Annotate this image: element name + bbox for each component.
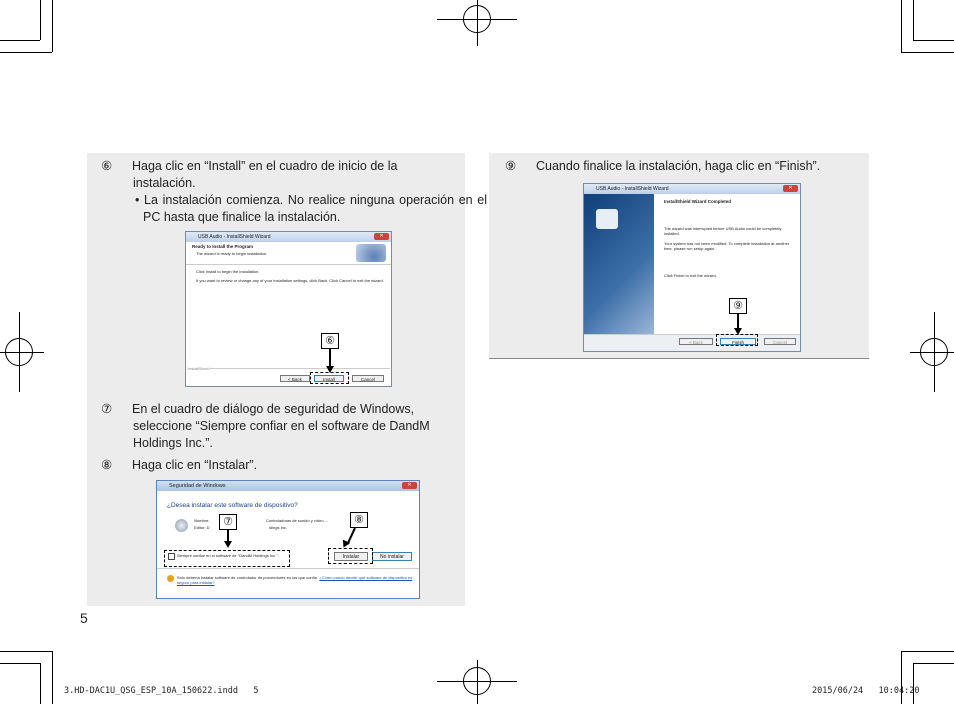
registration-line	[437, 19, 517, 20]
callout-7: ⑦	[219, 514, 237, 530]
finish-dialog-titlebar: USB Audio - InstallShield Wizard ✕	[584, 184, 800, 194]
install-dialog-titlebar: USB Audio - InstallShield Wizard ✕	[186, 232, 391, 242]
close-icon[interactable]: ✕	[783, 185, 798, 192]
install-dialog-line1: Click Install to begin the installation.	[196, 269, 260, 274]
security-dialog-titlebar: Seguridad de Windows ✕	[157, 481, 419, 491]
install-button[interactable]: Instalar	[334, 552, 368, 561]
crop-mark	[0, 52, 52, 53]
panel-divider	[489, 358, 869, 359]
crop-mark	[901, 651, 902, 704]
arrow-9	[737, 314, 739, 329]
crop-mark	[0, 651, 52, 652]
crop-mark	[913, 663, 914, 704]
step-7-text: ⑦ En el cuadro de diálogo de seguridad de Windows, seleccione “Siempre confiar en el software de DandM Holdings Inc.”.	[101, 402, 430, 450]
crop-mark	[0, 663, 40, 664]
install-dialog	[185, 231, 392, 387]
crop-mark	[40, 0, 41, 40]
registration-line	[437, 681, 517, 682]
page-number: 5	[80, 610, 88, 626]
step-6-text: ⑥ Haga clic en “Install” en el cuadro de inicio de la instalación.	[101, 159, 398, 190]
crop-mark	[52, 0, 53, 52]
wizard-side-banner	[584, 194, 654, 334]
arrow-6-head	[326, 366, 334, 373]
crop-mark	[40, 663, 41, 704]
step-6-bullet: • La instalación comienza. No realice ninguna operación en el PC hasta que finalice la instalación.	[135, 193, 487, 224]
finish-highlight	[716, 334, 758, 346]
crop-mark	[901, 52, 954, 53]
install-dialog-heading: Ready to Install the Program	[192, 244, 254, 249]
cancel-button[interactable]: Cancel	[352, 375, 384, 382]
crop-mark	[913, 663, 954, 664]
device-icon	[175, 519, 188, 532]
step-7-number: ⑦	[101, 402, 113, 416]
step-9-number: ⑨	[505, 159, 517, 173]
finish-line1: The wizard was interrupted before USB Audio could be completely installed.	[664, 226, 782, 236]
registration-line	[0, 352, 44, 353]
step-8-text: ⑧ Haga clic en “Instalar”.	[101, 458, 258, 472]
close-icon[interactable]: ✕	[374, 233, 389, 240]
callout-8: ⑧	[350, 512, 368, 528]
warning-shield-icon	[167, 575, 174, 582]
warning-text: Sólo debería instalar software de controlador de proveedores en los que confíe. ¿Cómo puedo decidir qué software de dispositivo es seguro para instalar?	[177, 575, 413, 585]
crop-mark	[913, 40, 954, 41]
publisher-label: Editor: D	[194, 525, 210, 530]
installshield-brand: InstallShield	[188, 366, 210, 371]
finish-button[interactable]: Finish	[720, 338, 756, 345]
divider	[210, 368, 390, 369]
step-8-number: ⑧	[101, 458, 113, 472]
finish-dialog	[583, 183, 801, 352]
help-link[interactable]: ¿Cómo puedo decidir qué software de dispositivo es seguro para instalar?	[177, 575, 413, 585]
registration-line	[477, 0, 478, 46]
install-dialog-subheading: The wizard is ready to begin installation.	[196, 251, 268, 256]
install-dialog-line2: If you want to review or change any of your installation settings, click Back. Click Cancel to exit the wizard.	[196, 278, 384, 283]
no-install-button[interactable]: No instalar	[372, 552, 412, 561]
callout-9: ⑨	[729, 298, 747, 314]
step-9-text: ⑨ Cuando finalice la instalación, haga clic en “Finish”.	[505, 159, 821, 173]
registration-line	[477, 660, 478, 704]
arrow-9-head	[734, 328, 742, 335]
crop-mark	[52, 651, 53, 704]
installer-logo-icon	[356, 244, 386, 262]
install-highlight	[310, 372, 349, 384]
arrow-6	[329, 349, 331, 367]
crop-mark	[913, 0, 914, 40]
footer-datetime: 2015/06/24 10:04:20	[812, 686, 920, 696]
checkbox-highlight	[164, 550, 290, 567]
crop-mark	[901, 0, 902, 52]
footer-file: 3.HD-DAC1U_QSG_ESP_10A_150622.indd 5	[64, 686, 259, 696]
back-button[interactable]: < Back	[280, 375, 310, 382]
crop-mark	[901, 651, 954, 652]
close-icon[interactable]: ✕	[402, 482, 417, 489]
name-label: Nombre:	[194, 518, 210, 523]
registration-line	[910, 352, 954, 353]
installer-logo-icon	[596, 209, 618, 229]
name-value: Controladoras de sonido y vídeo ...	[266, 518, 329, 523]
arrow-7-head	[224, 541, 232, 548]
callout-6: ⑥	[321, 333, 339, 349]
security-dialog	[156, 480, 420, 599]
finish-heading: InstallShield Wizard Completed	[664, 199, 731, 204]
finish-line3: Click Finish to exit the wizard.	[664, 273, 717, 278]
publisher-value: ldings Inc.	[269, 525, 288, 530]
back-button[interactable]: < Back	[679, 338, 713, 345]
install-highlight	[328, 548, 373, 564]
cancel-button[interactable]: Cancel	[764, 338, 796, 345]
finish-line2: Your system has not been modified. To complete installation at another time, please run setup again.	[664, 241, 790, 251]
security-question: ¿Desea instalar este software de dispositivo?	[167, 502, 298, 509]
divider	[157, 568, 420, 569]
trust-checkbox-label[interactable]: Siempre confiar en el software de "DandM Holdings Inc.".	[177, 553, 279, 558]
install-button[interactable]: Install	[314, 375, 344, 382]
crop-mark	[0, 40, 40, 41]
step-6-number: ⑥	[101, 159, 113, 173]
